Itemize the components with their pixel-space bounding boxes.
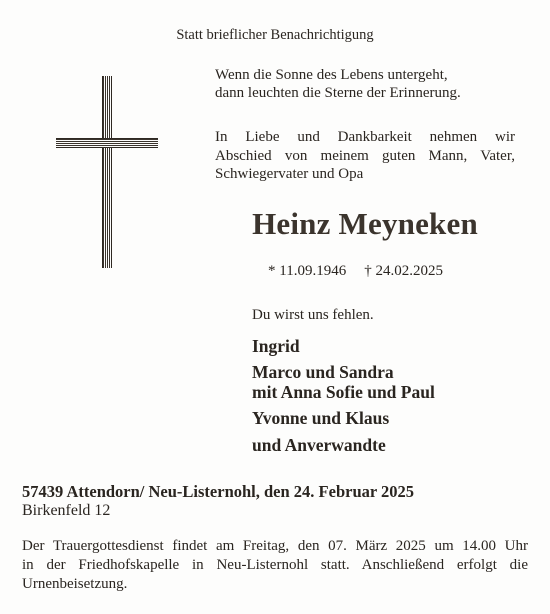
quote-line-2: dann leuchten die Sterne der Erinnerung.	[215, 85, 461, 101]
place-and-date: 57439 Attendorn/ Neu-Listernohl, den 24. Februar 2025	[22, 482, 415, 501]
service-line-1: Der Trauergottesdienst findet am Freitag, den 07. März 2025 um 14.00 Uhr	[22, 538, 528, 554]
mourner-name: und Anverwandte	[252, 435, 386, 455]
cross-horizontal-beam	[56, 138, 158, 148]
life-dates	[268, 262, 443, 280]
mourner-name: Yvonne und Klaus	[252, 408, 390, 428]
death-date: † 24.02.2025	[364, 263, 443, 279]
header-note: Statt brieflicher Benachrichtigung	[176, 27, 374, 43]
farewell-line-3: Schwiegervater und Opa	[215, 166, 364, 182]
street-address: Birkenfeld 12	[22, 502, 111, 519]
service-info	[22, 537, 528, 594]
missed-note: Du wirst uns fehlen.	[252, 307, 374, 323]
service-line-3: Urnenbeisetzung.	[22, 576, 128, 592]
memorial-quote	[215, 66, 461, 102]
mourner-name: mit Anna Sofie und Paul	[252, 382, 435, 402]
farewell-line-1: In Liebe und Dankbarkeit nehmen wir	[215, 129, 515, 145]
deceased-name: Heinz Meyneken	[252, 206, 478, 241]
farewell-line-2: Abschied von meinem guten Mann, Vater,	[215, 147, 515, 164]
service-line-2: in der Friedhofskapelle in Neu-Listernohl statt. Anschließend erfolgt die	[22, 557, 528, 573]
mourner-name: Ingrid	[252, 336, 300, 356]
birth-date: * 11.09.1946	[268, 263, 347, 279]
quote-line-1: Wenn die Sonne des Lebens untergeht,	[215, 67, 448, 83]
farewell-text	[215, 128, 515, 184]
mourner-name: Marco und Sandra	[252, 362, 394, 382]
